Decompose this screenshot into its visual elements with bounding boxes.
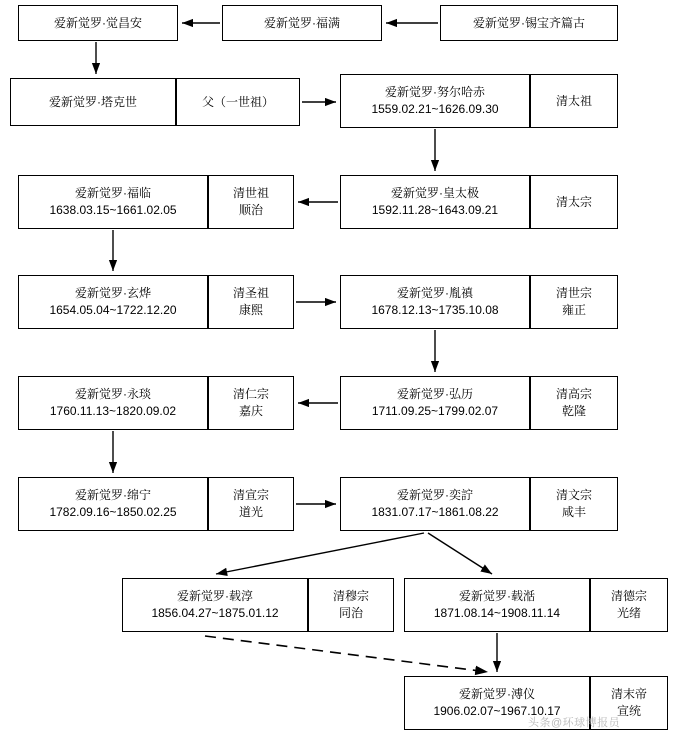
edge-zaichun-to-puyi-dashed (205, 636, 488, 672)
node-label: 爱新觉罗·努尔哈赤 (385, 85, 485, 99)
node-label: 爱新觉罗·皇太极 (391, 186, 479, 200)
node-yizhu[interactable] (340, 477, 530, 531)
node-label: 爱新觉罗·载湉 (459, 589, 535, 603)
node-dates: 1654.05.04~1722.12.20 (49, 303, 177, 317)
node-label: 清世宗 (555, 286, 592, 300)
node-era-name: 乾隆 (561, 404, 586, 418)
node-father-first-ancestor[interactable] (176, 78, 300, 126)
node-label: 爱新觉罗·玄烨 (75, 286, 151, 300)
edge-yizhu-to-zaitian (428, 533, 492, 574)
node-zaichun[interactable] (122, 578, 308, 632)
node-era-name: 同治 (338, 606, 363, 620)
node-era-name: 嘉庆 (238, 404, 263, 418)
node-dates: 1871.08.14~1908.11.14 (433, 606, 561, 620)
node-qingtaizu[interactable] (530, 74, 618, 128)
node-dates: 1559.02.21~1626.09.30 (371, 102, 499, 116)
node-qingwenzong[interactable] (530, 477, 618, 531)
node-hongli[interactable] (340, 376, 530, 430)
node-qingrenzong[interactable] (208, 376, 294, 430)
node-label: 爱新觉罗·永琰 (75, 387, 151, 401)
node-label: 爱新觉罗·溥仪 (459, 687, 535, 701)
node-qingshizong[interactable] (530, 275, 618, 329)
node-qingxuanzong[interactable] (208, 477, 294, 531)
node-dates: 1906.02.07~1967.10.17 (433, 704, 561, 718)
node-era-name: 宣统 (616, 704, 641, 718)
node-label: 爱新觉罗·福临 (75, 186, 151, 200)
node-label: 清太宗 (555, 194, 592, 209)
node-label: 爱新觉罗·锡宝齐篇古 (473, 15, 585, 30)
node-era-name: 雍正 (561, 303, 586, 317)
node-dates: 1638.03.15~1661.02.05 (49, 203, 177, 217)
node-qingdezong[interactable] (590, 578, 668, 632)
node-dates: 1782.09.16~1850.02.25 (49, 505, 177, 519)
node-qingshengzu[interactable] (208, 275, 294, 329)
node-qingshizu[interactable] (208, 175, 294, 229)
node-zaitian[interactable] (404, 578, 590, 632)
node-era-name: 顺治 (238, 203, 263, 217)
node-label: 父（一世祖） (201, 94, 274, 109)
node-label: 清世祖 (232, 186, 269, 200)
node-label: 爱新觉罗·弘历 (397, 387, 473, 401)
node-dates: 1711.09.25~1799.02.07 (371, 404, 499, 418)
node-takeshi[interactable] (10, 78, 176, 126)
node-dates: 1831.07.17~1861.08.22 (371, 505, 499, 519)
node-label: 清穆宗 (332, 589, 369, 603)
node-era-name: 康熙 (238, 303, 263, 317)
node-yinzhen[interactable] (340, 275, 530, 329)
node-huangtaiji[interactable] (340, 175, 530, 229)
node-mianning[interactable] (18, 477, 208, 531)
node-label: 爱新觉罗·奕詝 (397, 488, 473, 502)
node-label: 爱新觉罗·觉昌安 (54, 15, 142, 30)
node-dates: 1592.11.28~1643.09.21 (371, 203, 499, 217)
node-juechangan[interactable] (18, 5, 178, 41)
node-label: 爱新觉罗·福满 (264, 15, 340, 30)
node-label: 清文宗 (555, 488, 592, 502)
node-yongyan[interactable] (18, 376, 208, 430)
node-era-name: 道光 (238, 505, 263, 519)
node-label: 清高宗 (555, 387, 592, 401)
edge-yizhu-to-zaichun (216, 533, 424, 574)
node-label: 清宣宗 (232, 488, 269, 502)
node-label: 清太祖 (555, 93, 592, 108)
watermark: 头条@环球博报员 (528, 717, 621, 729)
node-xuanye[interactable] (18, 275, 208, 329)
node-nurhachi[interactable] (340, 74, 530, 128)
node-qinggaozong[interactable] (530, 376, 618, 430)
node-label: 清圣祖 (232, 286, 269, 300)
node-qingmuzong[interactable] (308, 578, 394, 632)
node-dates: 1856.04.27~1875.01.12 (151, 606, 279, 620)
node-fulin[interactable] (18, 175, 208, 229)
node-dates: 1678.12.13~1735.10.08 (371, 303, 499, 317)
node-label: 爱新觉罗·绵宁 (75, 488, 151, 502)
node-xibaoqipiangu[interactable] (440, 5, 618, 41)
node-label: 清仁宗 (232, 387, 269, 401)
node-qingtaizong[interactable] (530, 175, 618, 229)
node-label: 爱新觉罗·胤禛 (397, 286, 473, 300)
node-dates: 1760.11.13~1820.09.02 (49, 404, 177, 418)
node-label: 清末帝 (610, 687, 647, 701)
node-label: 爱新觉罗·载淳 (177, 589, 253, 603)
node-label: 爱新觉罗·塔克世 (49, 94, 137, 109)
node-fuman[interactable] (222, 5, 382, 41)
node-era-name: 光绪 (616, 606, 641, 620)
node-era-name: 咸丰 (561, 505, 586, 519)
node-label: 清德宗 (610, 589, 647, 603)
